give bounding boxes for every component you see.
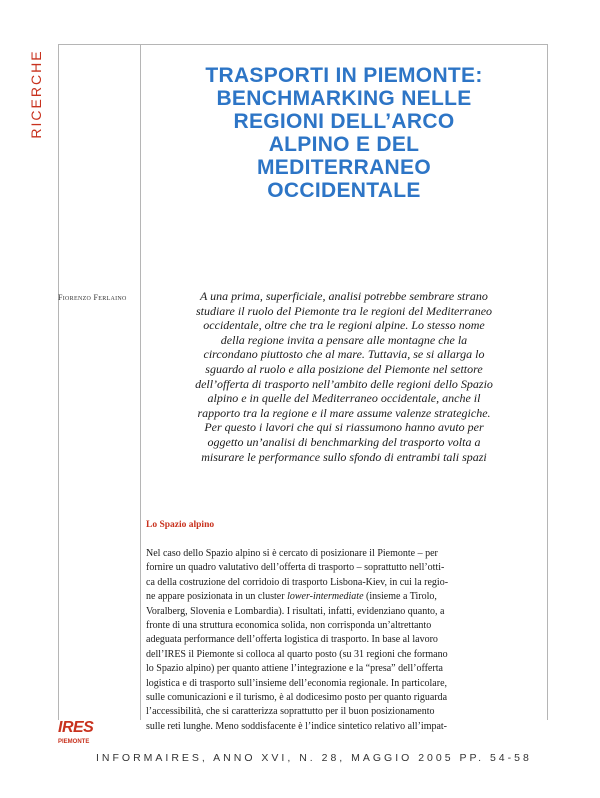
abstract-line: circondano piuttosto che al mare. Tuttavia, se si allarga lo (203, 347, 485, 362)
section-tag-label: RICERCHE (28, 49, 44, 139)
top-rule (58, 44, 548, 45)
body-line: Voralberg, Slovenia e Lombardia). I risultati, infatti, evidenziano quanto, a (146, 605, 445, 617)
title-line: ALPINO E DEL (268, 133, 420, 156)
body-line: logistica e di trasporto sull’insieme dell’economia regionale. In particolare, (146, 677, 448, 689)
abstract (148, 289, 540, 464)
title-line: BENCHMARKING NELLE (216, 87, 472, 110)
title-line: TRASPORTI IN PIEMONTE: (205, 64, 483, 87)
abstract-line: Per questo i lavori che qui si riassumono hanno avuto per (204, 420, 484, 435)
body-line: ca della costruzione del corridoio di trasporto Lisbona-Kiev, in cui la regio- (146, 576, 449, 588)
ires-logo (58, 719, 92, 759)
abstract-line: oggetto un’analisi di benchmarking del trasporto volta a (207, 434, 481, 449)
abstract-line: misurare le performance sullo sfondo di entrambi tali spazi (201, 449, 487, 464)
abstract-line: studiare il ruolo del Piemonte tra le regioni del Mediterraneo (195, 303, 493, 318)
body-line-part: ne appare posizionata in un cluster (146, 591, 285, 603)
body-line: adeguata performance dell’offerta logistica di trasporto. In base al lavoro (146, 634, 438, 646)
body-line: sulle reti lunghe. Meno soddisfacente è l’indice sintetico relativo all’impat- (146, 720, 448, 732)
abstract-line: dell’offerta di trasporto nell’ambito delle regioni dello Spazio (195, 376, 493, 391)
abstract-line: alpino e in quelle del Mediterraneo occidentale, anche il (207, 391, 481, 406)
body-line: fronte di una struttura economica solida, non corrisponda un’altrettanto (146, 620, 432, 632)
body-line: l’accessibilità, che si caratterizza soprattutto per il buon posizionamento (146, 706, 435, 718)
body-line: lo Spazio alpino) per quanto attiene l’integrazione e la “presa” dell’offerta (146, 663, 443, 675)
logo-text: IRES (58, 719, 94, 736)
logo-subtext: PIEMONTE (58, 739, 90, 745)
abstract-line: occidentale, oltre che tra le regioni alpine. Lo stesso nome (203, 318, 485, 333)
body-line: Nel caso dello Spazio alpino si è cercato di posizionare il Piemonte – per (146, 548, 438, 559)
abstract-line: della regione invita a pensare alle montagne che la (220, 332, 468, 347)
author-name: Fiorenzo Ferlaino (58, 293, 127, 302)
section-heading: Lo Spazio alpino (146, 520, 215, 530)
body-line (146, 590, 542, 604)
abstract-line: A una prima, superficiale, analisi potrebbe sembrare strano (200, 289, 488, 303)
title-line: REGIONI DELL’ARCO (233, 110, 455, 133)
body-line: fornire un quadro valutativo dell’offerta di trasporto – soprattutto nell’otti- (146, 562, 445, 574)
italic-term: lower-intermediate (287, 591, 364, 603)
body-text (146, 547, 542, 734)
column-rule-left (58, 44, 59, 720)
abstract-line: sguardo al ruolo e alla posizione del Piemonte nel settore (205, 361, 483, 376)
abstract-line: rapporto tra la regione e il mare assume valenze strategiche. (197, 405, 491, 420)
footer-citation: INFORMAIRES, ANNO XVI, N. 28, MAGGIO 2005 PP. 54-58 (96, 752, 532, 764)
body-line: sulle comunicazioni e il turismo, è al dodicesimo posto per quanto riguarda (146, 692, 448, 704)
title-line: OCCIDENTALE (267, 179, 421, 202)
body-line: dell’IRES il Piemonte si colloca al quarto posto (su 31 regioni che formano (146, 648, 448, 660)
section-tag (24, 44, 48, 144)
article-title (140, 64, 548, 202)
body-line-part: (insieme a Tirolo, (363, 591, 437, 603)
title-line: MEDITERRANEO (257, 156, 431, 179)
